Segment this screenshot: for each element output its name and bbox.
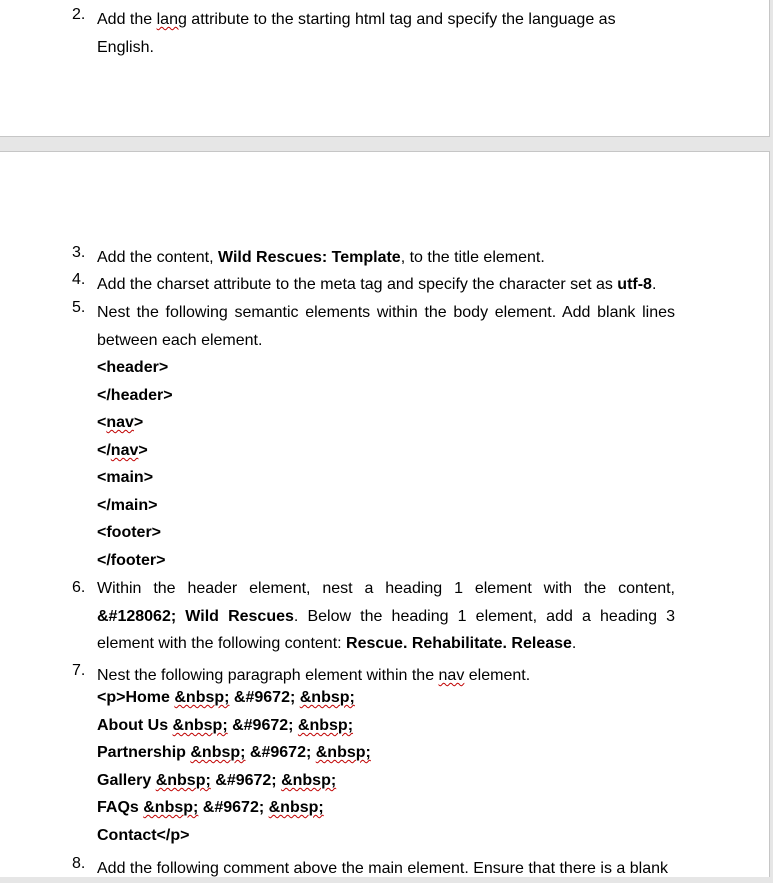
list-text: Add the content, Wild Rescues: Template, to the title element. [97, 249, 545, 266]
list-number: 7. [72, 662, 86, 679]
code-line: <main> [97, 469, 154, 486]
code-line: <footer> [97, 524, 162, 541]
code-line: Gallery &nbsp; &#9672; &nbsp; [97, 772, 337, 789]
spellcheck-word[interactable]: nav [110, 442, 139, 459]
code-line: <header> [97, 359, 169, 376]
spellcheck-word[interactable]: nav [438, 667, 465, 684]
code-line: Contact</p> [97, 827, 190, 844]
list-text: Add the following comment above the main element. Ensure that there is a blank [97, 860, 668, 877]
code-line: </main> [97, 497, 158, 514]
list-text: Within the header element, nest a heading 1 element with the content, &#128062; Wild Rescues. Below the heading 1 element, add a heading 3 element with the following content: Rescue. Rehabilitate. Release. [97, 580, 675, 652]
code-line: </footer> [97, 552, 166, 569]
code-line: About Us &nbsp; &#9672; &nbsp; [97, 717, 354, 734]
code-line: Partnership &nbsp; &#9672; &nbsp; [97, 744, 371, 761]
list-text: Add the lang attribute to the starting html tag and specify the language as English. [97, 11, 616, 56]
list-number: 6. [72, 579, 86, 596]
spellcheck-word[interactable]: lang [156, 11, 187, 28]
list-number: 2. [72, 6, 86, 23]
code-line: </nav> [97, 442, 148, 459]
document-page-top [0, 0, 770, 137]
code-line: <p>Home &nbsp; &#9672; &nbsp; [97, 689, 355, 706]
list-number: 8. [72, 855, 86, 872]
list-number: 5. [72, 299, 86, 316]
list-text: Nest the following paragraph element within the nav element. [97, 667, 531, 684]
list-number: 4. [72, 271, 86, 288]
code-line: FAQs &nbsp; &#9672; &nbsp; [97, 799, 324, 816]
code-line: <nav> [97, 414, 144, 431]
list-number: 3. [72, 244, 86, 261]
list-text: Nest the following semantic elements within the body element. Add blank lines between each element. [97, 304, 675, 349]
list-text: Add the charset attribute to the meta tag and specify the character set as utf-8. [97, 276, 657, 293]
document-page-main [0, 151, 770, 877]
spellcheck-word[interactable]: nav [106, 414, 134, 431]
code-line: </header> [97, 387, 173, 404]
